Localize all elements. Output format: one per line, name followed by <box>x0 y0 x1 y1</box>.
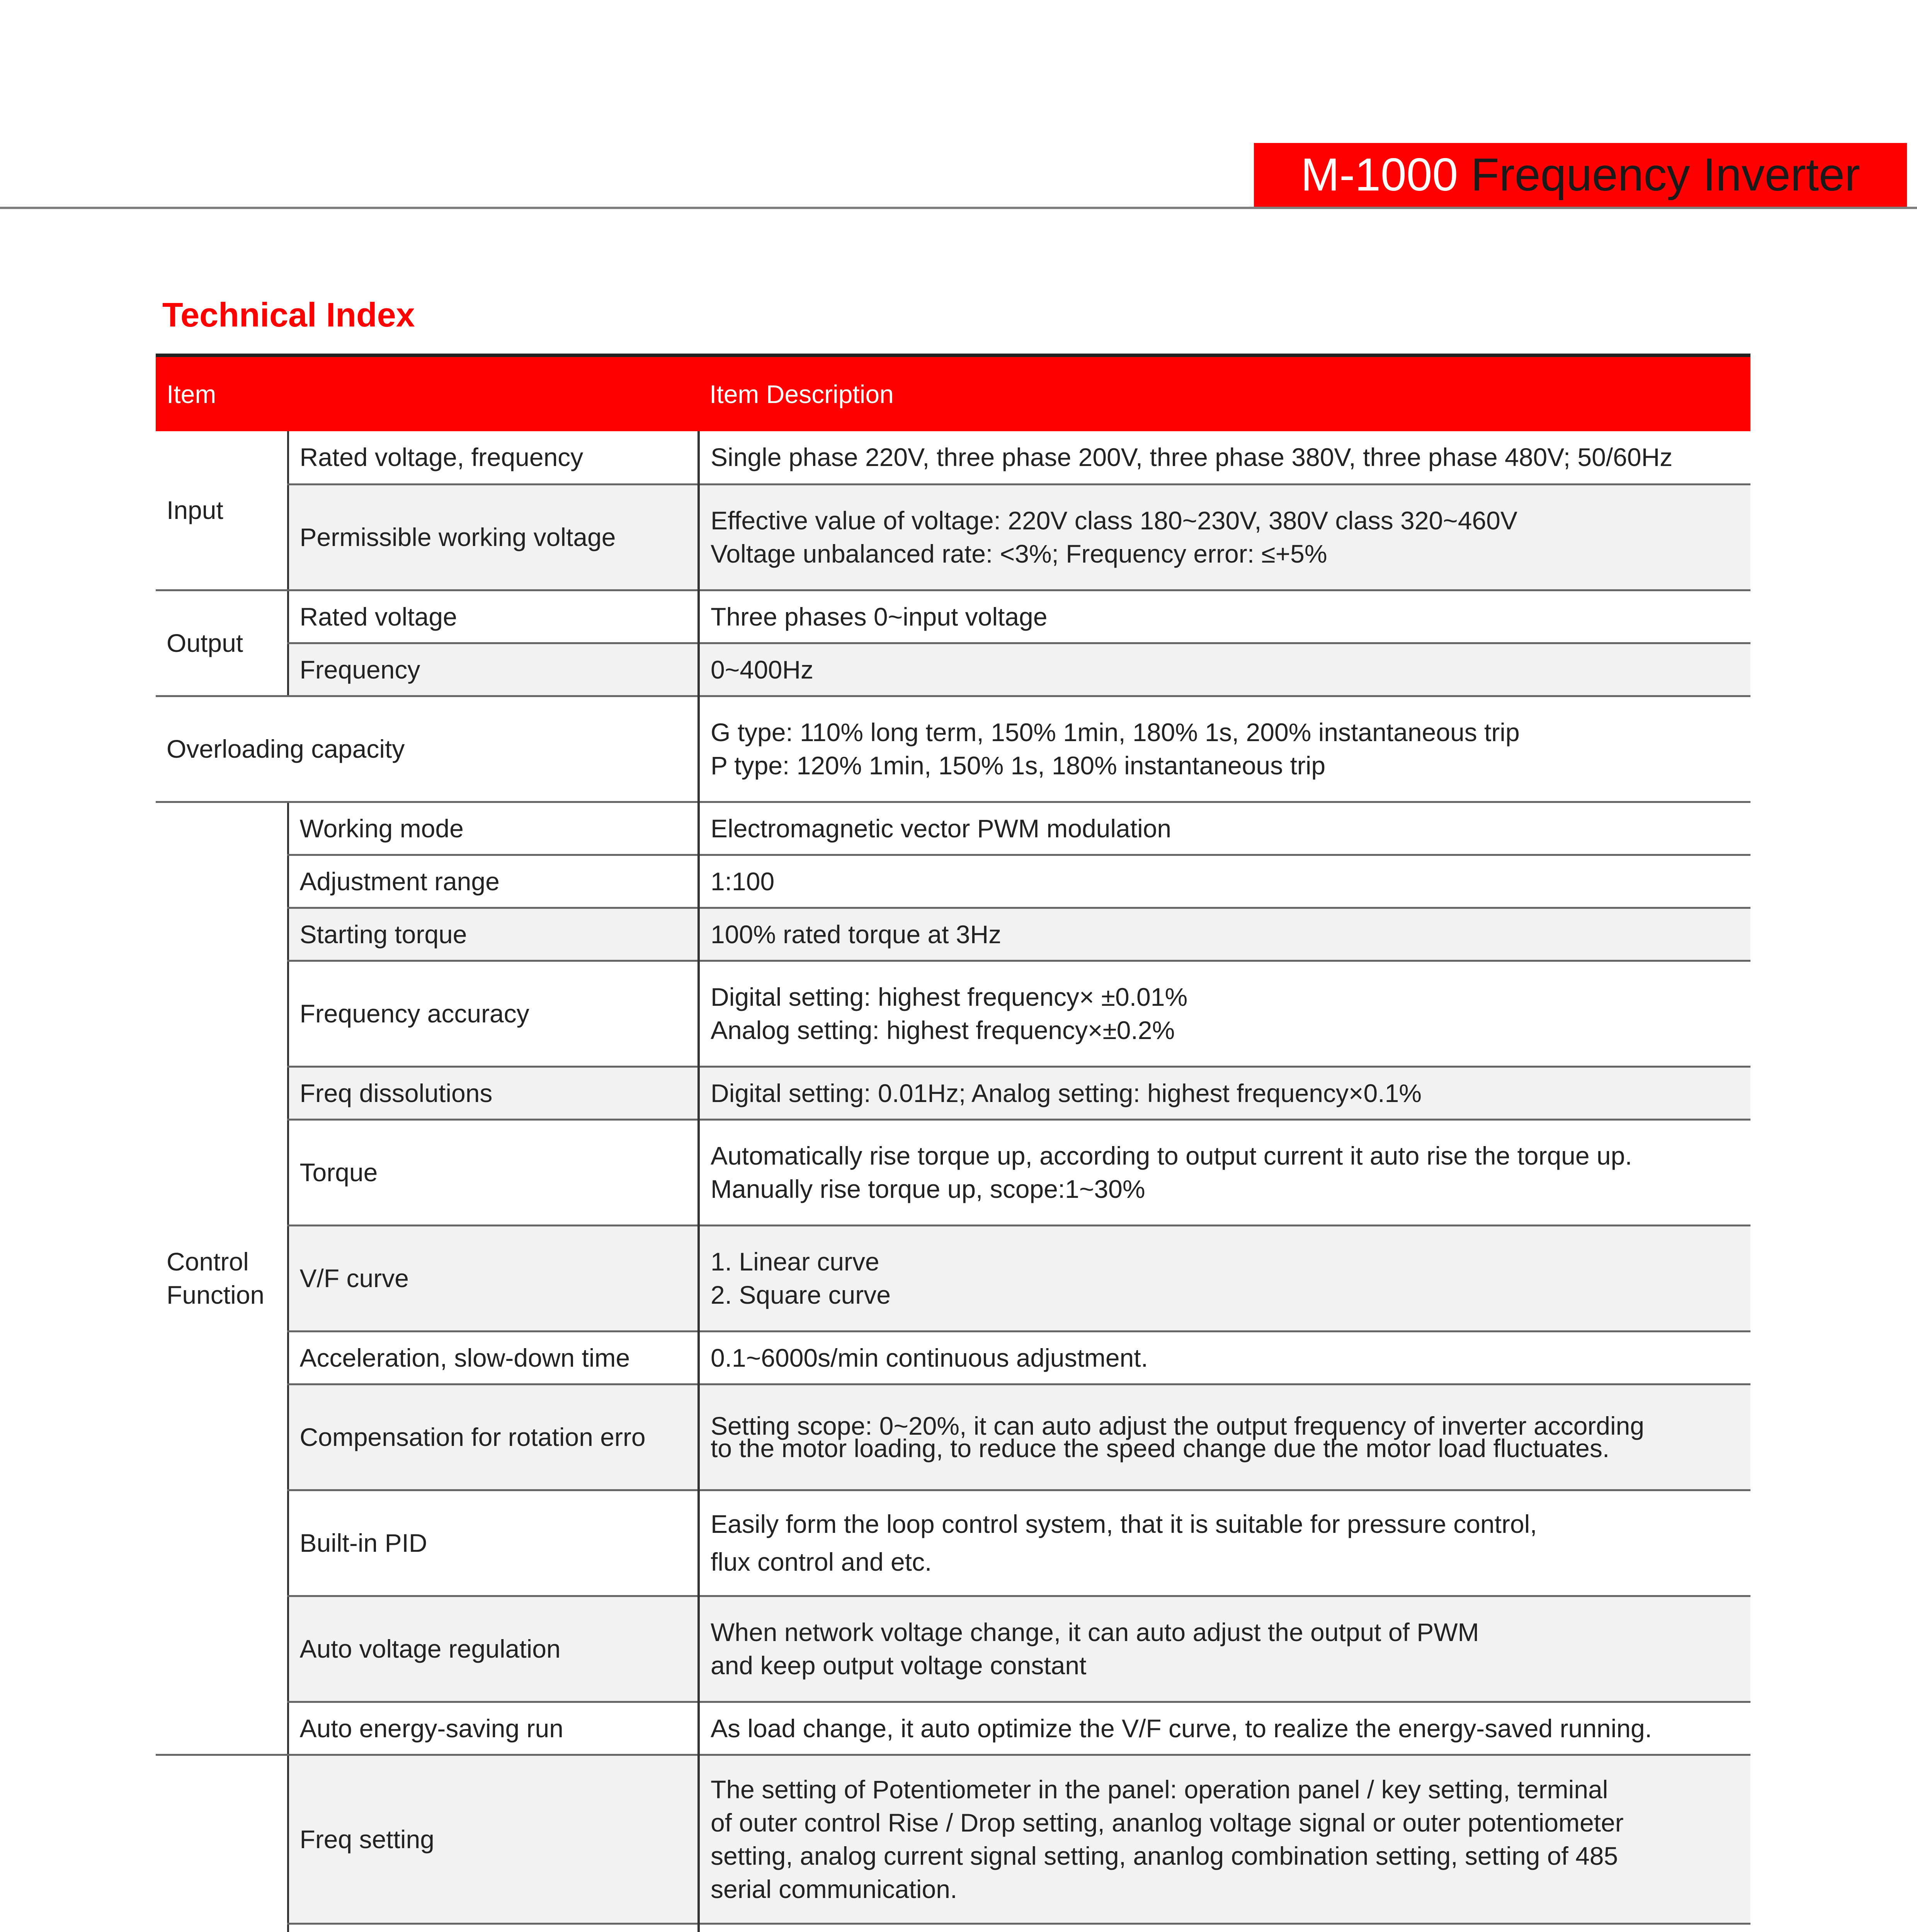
text-line: 1. Linear curve <box>711 1247 879 1276</box>
description-cell <box>699 1066 1750 1119</box>
item-cell: Auto voltage regulation <box>288 1596 699 1702</box>
section-title: Technical Index <box>162 296 415 334</box>
table-row <box>156 431 1750 484</box>
item-cell: Built-in PID <box>288 1490 699 1596</box>
text-line: Overloading capacity <box>167 735 405 763</box>
table-header-row <box>156 355 1750 432</box>
table-row <box>156 643 1750 696</box>
text-line: Digital setting: highest frequency× ±0.01% <box>711 983 1188 1011</box>
header-model: M-1000 <box>1301 149 1458 201</box>
item-cell: Starting torque <box>288 908 699 961</box>
table-row <box>156 1066 1750 1119</box>
text-line: When network voltage change, it can auto adjust the output of PWM <box>711 1618 1479 1646</box>
text-line: The setting of Potentiometer in the panel: operation panel / key setting, terminal <box>711 1775 1608 1804</box>
text-line: 2. Square curve <box>711 1281 891 1309</box>
item-cell: Freq setting <box>288 1755 699 1923</box>
description-cell <box>699 1225 1750 1331</box>
description-cell <box>699 1596 1750 1702</box>
item-cell: Frequency <box>288 643 699 696</box>
item-cell: V/F curve <box>288 1225 699 1331</box>
text-line: Output <box>167 629 243 657</box>
item-cell: Rated voltage, frequency <box>288 431 699 484</box>
text-line: Analog setting: highest frequency×±0.2% <box>711 1016 1175 1044</box>
item-cell: Compensation for rotation erro <box>288 1384 699 1490</box>
text-line: Three phases 0~input voltage <box>711 602 1048 631</box>
item-cell: Working mode <box>288 802 699 855</box>
text-line: Effective value of voltage: 220V class 180~230V, 380V class 320~460V <box>711 506 1517 535</box>
table-row <box>156 1702 1750 1755</box>
table-row <box>156 484 1750 590</box>
table-row <box>156 696 1750 802</box>
text-line: Automatically rise torque up, according to output current it auto rise the torque up. <box>711 1141 1632 1170</box>
item-cell: Permissible working voltage <box>288 484 699 590</box>
table-row <box>156 1331 1750 1384</box>
category-cell <box>156 1755 288 1932</box>
table-row <box>156 1596 1750 1702</box>
text-line: Voltage unbalanced rate: <3%; Frequency error: ≤+5% <box>711 539 1327 568</box>
table-row <box>156 1755 1750 1923</box>
table-row <box>156 1225 1750 1331</box>
text-line: P type: 120% 1min, 150% 1s, 180% instantaneous trip <box>711 751 1326 780</box>
description-cell <box>699 908 1750 961</box>
text-line: 100% rated torque at 3Hz <box>711 920 1002 949</box>
description-cell <box>699 961 1750 1066</box>
table-row <box>156 802 1750 855</box>
table-row <box>156 1384 1750 1490</box>
table-row <box>156 1119 1750 1225</box>
description-cell <box>699 696 1750 802</box>
category-cell <box>156 590 288 696</box>
item-cell: Rated voltage <box>288 590 699 643</box>
header-rule <box>0 207 1917 209</box>
item-cell <box>288 1923 699 1932</box>
item-cell: Frequency accuracy <box>288 961 699 1066</box>
table-row <box>156 590 1750 643</box>
table-row <box>156 1923 1750 1932</box>
description-cell <box>699 1923 1750 1932</box>
description-cell <box>699 1119 1750 1225</box>
text-line: flux control and etc. <box>711 1548 932 1576</box>
text-line: As load change, it auto optimize the V/F curve, to realize the energy-saved running. <box>711 1714 1652 1743</box>
text-line: Function <box>167 1281 265 1309</box>
text-line: Electromagnetic vector PWM modulation <box>711 814 1172 843</box>
description-cell <box>699 1702 1750 1755</box>
header-item-description: Item Description <box>699 355 1750 432</box>
text-line: Digital setting: 0.01Hz; Analog setting: highest frequency×0.1% <box>711 1078 1422 1107</box>
item-cell: Freq dissolutions <box>288 1066 699 1119</box>
text-line: Input <box>167 496 223 525</box>
description-cell <box>699 484 1750 590</box>
text-line: 0~400Hz <box>711 655 814 684</box>
text-line: 1:100 <box>711 867 775 896</box>
text-line: Setting scope: 0~20%, it can auto adjust the output frequency of inverter according <box>711 1412 1645 1440</box>
item-cell: Torque <box>288 1119 699 1225</box>
technical-index-table <box>156 354 1750 1932</box>
table-row <box>156 855 1750 908</box>
description-cell <box>699 1331 1750 1384</box>
category-cell <box>156 696 699 802</box>
text-line: and keep output voltage constant <box>711 1651 1087 1680</box>
category-cell <box>156 431 288 590</box>
text-line: 0.1~6000s/min continuous adjustment. <box>711 1343 1148 1372</box>
text-line: of outer control Rise / Drop setting, ananlog voltage signal or outer potentiometer <box>711 1808 1624 1837</box>
text-line: setting, analog current signal setting, ananlog combination setting, setting of 485 <box>711 1841 1618 1870</box>
text-line: Manually rise torque up, scope:1~30% <box>711 1175 1145 1203</box>
description-cell <box>699 1755 1750 1923</box>
text-line: G type: 110% long term, 150% 1min, 180% 1s, 200% instantaneous trip <box>711 718 1520 747</box>
table-row <box>156 1490 1750 1596</box>
text-line: Easily form the loop control system, that it is suitable for pressure control, <box>711 1510 1537 1538</box>
header-item: Item <box>156 355 699 432</box>
header-product: Frequency Inverter <box>1471 149 1860 201</box>
description-cell <box>699 431 1750 484</box>
item-cell: Acceleration, slow-down time <box>288 1331 699 1384</box>
text-line: serial communication. <box>711 1874 958 1903</box>
text-line: to the motor loading, to reduce the speed change due the motor load fluctuates. <box>711 1434 1610 1463</box>
description-cell <box>699 1490 1750 1596</box>
description-cell <box>699 590 1750 643</box>
text-line: Control <box>167 1247 249 1276</box>
description-cell <box>699 643 1750 696</box>
description-cell <box>699 802 1750 855</box>
category-cell <box>156 802 288 1755</box>
description-cell <box>699 1384 1750 1490</box>
item-cell: Auto energy-saving run <box>288 1702 699 1755</box>
header-title-badge <box>1254 143 1907 207</box>
text-line: Single phase 220V, three phase 200V, three phase 380V, three phase 480V; 50/60Hz <box>711 443 1673 472</box>
description-cell <box>699 855 1750 908</box>
table-row <box>156 908 1750 961</box>
table-row <box>156 961 1750 1066</box>
item-cell: Adjustment range <box>288 855 699 908</box>
